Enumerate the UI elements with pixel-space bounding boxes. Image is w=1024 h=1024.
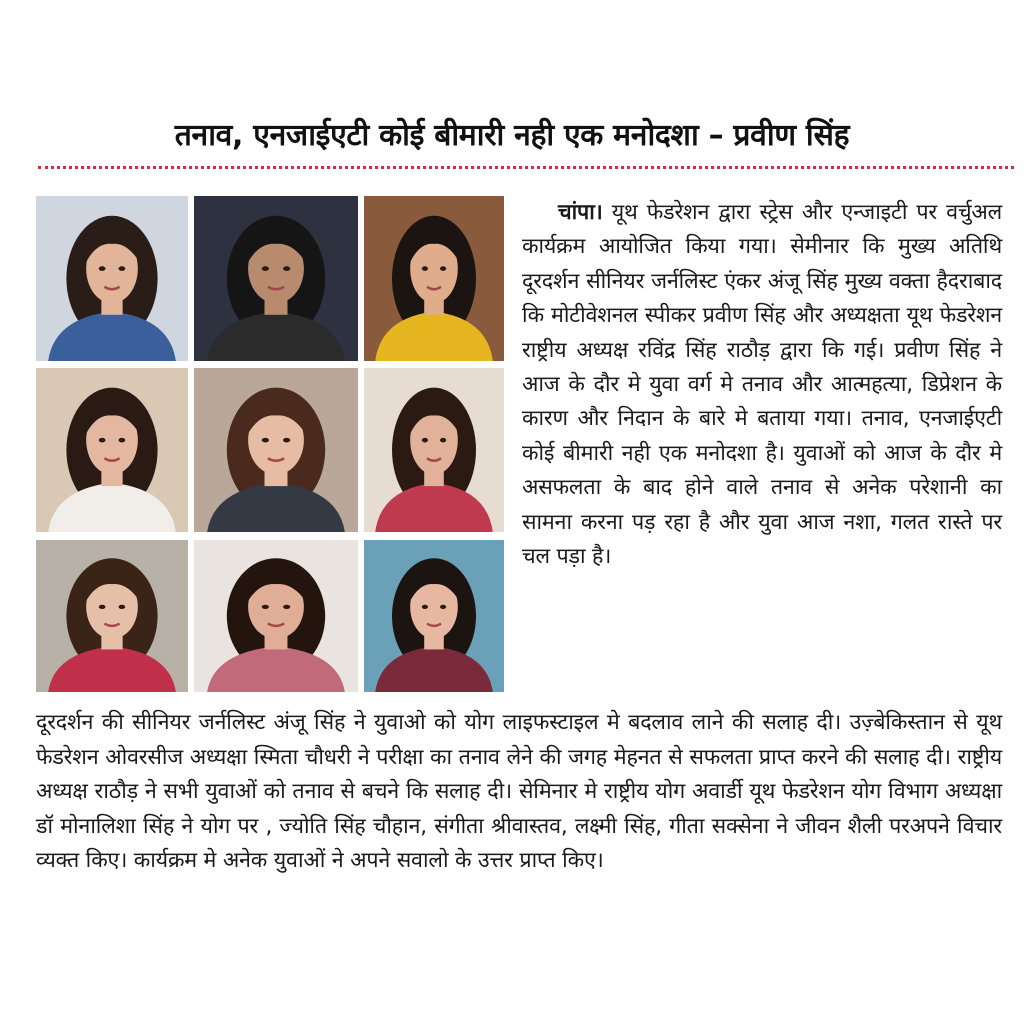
portrait-photo-3 <box>364 196 504 361</box>
portrait-illustration <box>36 196 188 361</box>
lead-paragraph <box>522 196 1002 574</box>
dateline: चांपा। <box>558 200 603 225</box>
portrait-photo-6 <box>364 368 504 532</box>
portrait-illustration <box>194 368 358 532</box>
portrait-illustration <box>364 196 504 361</box>
lead-text: यूथ फेडरेशन द्वारा स्ट्रेस और एन्जाइटी पर वर्चुअल कार्यक्रम आयोजित किया गया। सेमीनार कि मुख्य अतिथि दूरदर्शन सीनियर जर्नलिस्ट एंकर अंजू सिंह मुख्य वक्ता हैदराबाद कि मोटीवेशनल स्पीकर प्रवीण सिंह और अध्यक्षता यूथ फेडरेशन राष्ट्रीय अध्यक्ष रविंद्र सिंह राठौड़ द्वारा कि गई। प्रवीण सिंह ने आज के दौर मे युवा वर्ग मे तनाव और आत्महत्या, डिप्रेशन के कारण और निदान के बारे मे बताया गया। तनाव, एनजाईएटी कोई बीमारी नही एक मनोदशा है। युवाओं को आज के दौर मे असफलता के बाद होने वाले तनाव से अनेक परेशानी का सामना करना पड़ रहा है और युवा आज नशा, गलत रास्ते पर चल पड़ा है। <box>522 200 1002 570</box>
portrait-photo-4 <box>36 368 188 532</box>
portrait-illustration <box>36 540 188 692</box>
portrait-illustration <box>364 368 504 532</box>
portrait-photo-8 <box>194 540 358 692</box>
portrait-photo-1 <box>36 196 188 361</box>
portrait-photo-7 <box>36 540 188 692</box>
photo-collage <box>36 196 504 692</box>
portrait-illustration <box>194 196 358 361</box>
continuation-paragraph: दूरदर्शन की सीनियर जर्नलिस्ट अंजू सिंह ने युवाओ को योग लाइफस्टाइल मे बदलाव लाने की सलाह दी। उज़्बेकिस्तान से यूथ फेडरेशन ओवरसीज अध्यक्षा स्मिता चौधरी ने परीक्षा का तनाव लेने की जगह मेहनत से सफलता प्राप्त करने की सलाह दी। राष्ट्रीय अध्यक्ष राठौड़ ने सभी युवाओं को तनाव से बचने कि सलाह दी। सेमिनार मे राष्ट्रीय योग अवार्डी यूथ फेडरेशन योग विभाग अध्यक्षा डॉ मोनालिशा सिंह ने योग पर , ज्योति सिंह चौहान, संगीता श्रीवास्तव, लक्ष्मी सिंह, गीता सक्सेना ने जीवन शैली परअपने विचार व्यक्त किए। कार्यक्रम मे अनेक युवाओं ने अपने सवालो के उत्तर प्राप्त किए। <box>36 710 1002 874</box>
dotted-divider <box>38 166 1014 169</box>
portrait-illustration <box>194 540 358 692</box>
portrait-illustration <box>364 540 504 692</box>
portrait-photo-5 <box>194 368 358 532</box>
portrait-photo-9 <box>364 540 504 692</box>
article-continuation <box>36 706 1002 946</box>
article-lead-column <box>522 196 1002 706</box>
portrait-illustration <box>36 368 188 532</box>
portrait-photo-2 <box>194 196 358 361</box>
headline: तनाव, एनजाईएटी कोई बीमारी नही एक मनोदशा – प्रवीण सिंह <box>174 118 850 153</box>
